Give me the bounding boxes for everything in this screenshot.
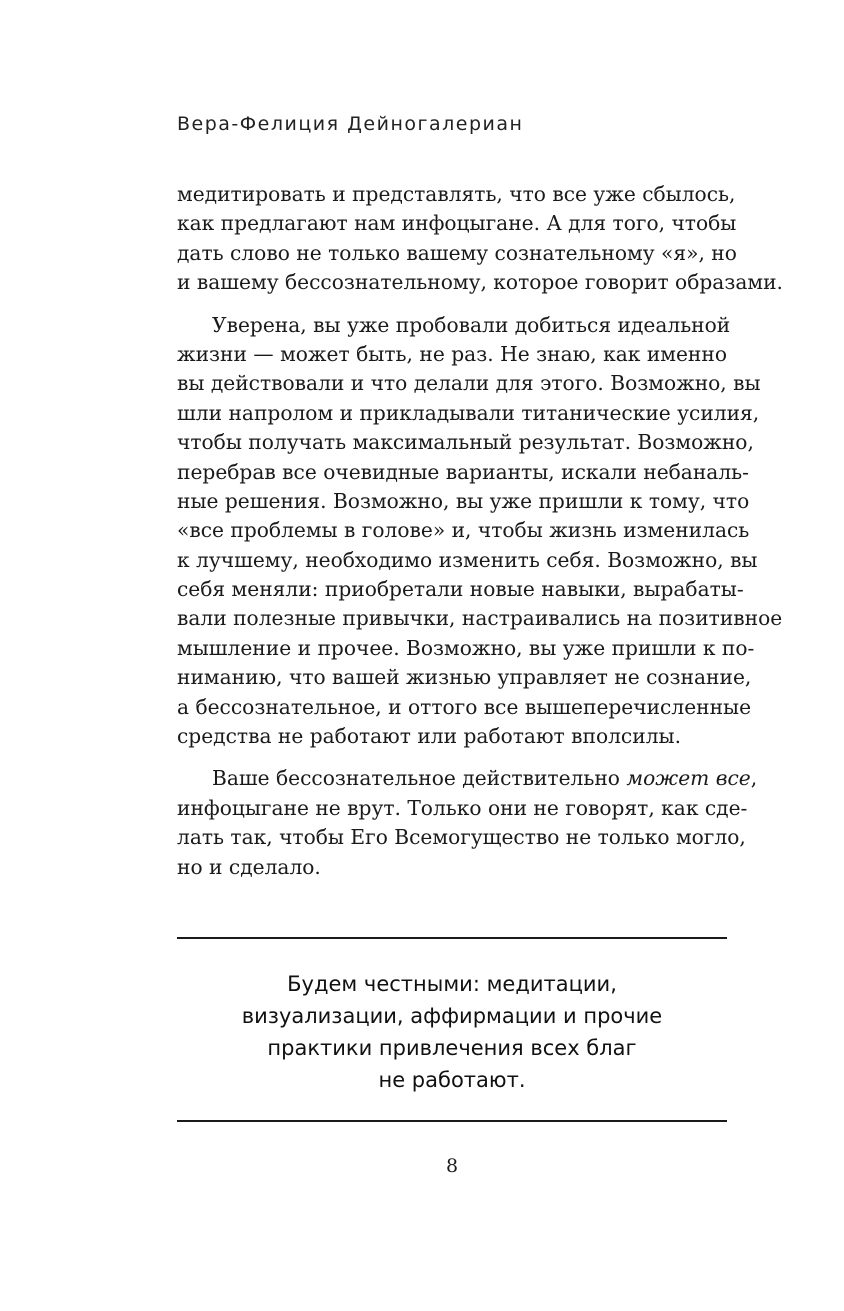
text-line: средства не работают или работают вполсилы.: [177, 724, 681, 749]
paragraph-2: [177, 311, 783, 752]
text-line: себя меняли: приобретали новые навыки, вырабаты-: [177, 577, 744, 602]
callout-quote: [177, 968, 727, 1096]
text-line-with-emphasis: [177, 764, 758, 793]
text-line: инфоцыгане не врут. Только они не говорят, как сде-: [177, 795, 748, 820]
emphasis-text: может все: [626, 766, 751, 791]
text-line: к лучшему, необходимо изменить себя. Возможно, вы: [177, 547, 758, 572]
text-line: жизни — может быть, не раз. Не знаю, как именно: [177, 341, 727, 366]
text-line: дать слово не только вашему сознательному «я», но: [177, 240, 737, 265]
text-line: мышление и прочее. Возможно, вы уже пришли к по-: [177, 635, 755, 660]
text-run: Ваше бессознательное действительно: [212, 766, 627, 791]
text-line: и вашему бессознательному, которое говорит образами.: [177, 270, 783, 295]
text-line: чтобы получать максимальный результат. Возможно,: [177, 430, 754, 455]
paragraph-1: [177, 180, 783, 298]
text-line: шли напролом и прикладывали титанические усилия,: [177, 400, 760, 425]
text-line: перебрав все очевидные варианты, искали небаналь-: [177, 459, 749, 484]
body-text: [177, 180, 783, 882]
callout-line: не работают.: [378, 1068, 526, 1092]
text-line: вали полезные привычки, настраивались на позитивное: [177, 606, 783, 631]
text-line: медитировать и представлять, что все уже сбылось,: [177, 182, 736, 206]
callout-line: визуализации, аффирмации и прочие: [241, 1004, 663, 1028]
callout-top-rule: [177, 937, 727, 939]
text-line: «все проблемы в голове» и, чтобы жизнь изменилась: [177, 518, 750, 543]
text-line: Уверена, вы уже пробовали добиться идеальной: [212, 312, 731, 337]
page-number: 8: [445, 1155, 459, 1177]
callout-bottom-rule: [177, 1120, 727, 1122]
text-line: ниманию, что вашей жизнью управляет не сознание,: [177, 665, 752, 690]
paragraph-3: [177, 764, 758, 882]
text-line: вы действовали и что делали для этого. Возможно, вы: [177, 371, 761, 396]
text-line: но и сделало.: [177, 854, 321, 879]
text-run: ,: [750, 766, 758, 791]
text-line: а бессознательное, и оттого все вышеперечисленные: [177, 694, 752, 719]
text-line: как предлагают нам инфоцыгане. А для того, чтобы: [177, 211, 737, 236]
callout-line: практики привлечения всех благ: [267, 1036, 637, 1060]
text-line: ные решения. Возможно, вы уже пришли к тому, что: [177, 488, 750, 513]
running-header: Вера-Фелиция Дейногалериан: [177, 113, 524, 135]
text-line: лать так, чтобы Его Всемогущество не только могло,: [177, 825, 746, 850]
callout-line: Будем честными: медитации,: [287, 972, 617, 996]
